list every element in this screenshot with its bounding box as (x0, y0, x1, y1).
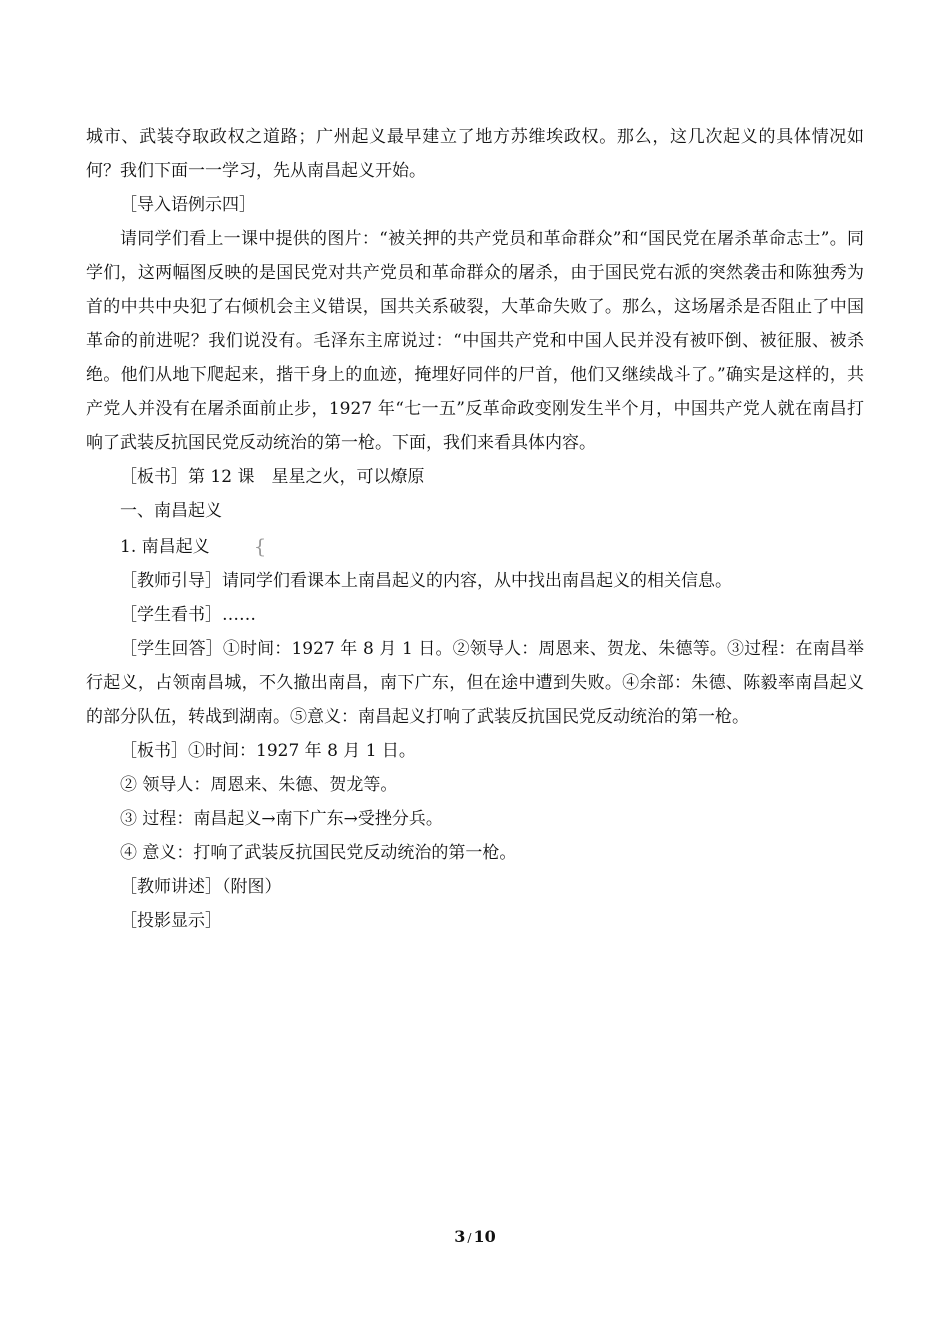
paragraph-student-answer: ［学生回答］①时间：1927 年 8 月 1 日。②领导人：周恩来、贺龙、朱德等。③过程：在南昌举行起义，占领南昌城，不久撤出南昌，南下广东，但在途中遭到失败。④余部：朱德、陈毅率南昌起义的部分队伍，转战到湖南。⑤意义：南昌起义打响了武装反抗国民党反动统治的第一枪。 (86, 639, 864, 727)
paragraph-student-read: ［学生看书］…… (120, 605, 256, 625)
paragraph-board-time: ［板书］①时间：1927 年 8 月 1 日。 (120, 741, 416, 761)
page-number (0, 1227, 950, 1246)
page-content (86, 120, 864, 938)
paragraph-board-meaning: ④ 意义：打响了武装反抗国民党反动统治的第一枪。 (120, 843, 517, 863)
brace-mark: { (253, 534, 267, 558)
paragraph-projection: ［投影显示］ (120, 911, 222, 931)
paragraph-teacher-explain: ［教师讲述］（附图） (120, 877, 282, 897)
paragraph-lead-in-example-4: ［导入语例示四］ (120, 195, 256, 215)
page-number-current: 3 (454, 1227, 466, 1246)
item-heading-label: 1. 南昌起义 (120, 537, 210, 557)
section-heading-nanchang: 一、南昌起义 (120, 501, 222, 521)
paragraph-board-leaders: ② 领导人：周恩来、朱德、贺龙等。 (120, 775, 398, 795)
paragraph-intro-continued: 城市、武装夺取政权之道路；广州起义最早建立了地方苏维埃政权。那么，这几次起义的具体情况如何？我们下面一一学习，先从南昌起义开始。 (86, 127, 864, 181)
item-heading-nanchang (86, 528, 864, 564)
paragraph-lead-in-body: 请同学们看上一课中提供的图片：“被关押的共产党员和革命群众”和“国民党在屠杀革命志士”。同学们，这两幅图反映的是国民党对共产党员和革命群众的屠杀，由于国民党右派的突然袭击和陈独秀为首的中共中央犯了右倾机会主义错误，国共关系破裂，大革命失败了。那么，这场屠杀是否阻止了中国革命的前进呢？我们说没有。毛泽东主席说过：“中国共产党和中国人民并没有被吓倒、被征服、被杀绝。他们从地下爬起来，揩干身上的血迹，掩埋好同伴的尸首，他们又继续战斗了。”确实是这样的，共产党人并没有在屠杀面前止步，1927 年“七一五”反革命政变刚发生半个月，中国共产党人就在南昌打响了武装反抗国民党反动统治的第一枪。下面，我们来看具体内容。 (86, 229, 864, 453)
paragraph-board-process: ③ 过程：南昌起义→南下广东→受挫分兵。 (120, 809, 443, 829)
page-number-separator: / (467, 1231, 472, 1245)
paragraph-teacher-guide: ［教师引导］请同学们看课本上南昌起义的内容，从中找出南昌起义的相关信息。 (120, 571, 732, 591)
page-number-total: 10 (473, 1227, 496, 1246)
paragraph-board-lesson-title: ［板书］第 12 课 星星之火，可以燎原 (120, 467, 425, 487)
